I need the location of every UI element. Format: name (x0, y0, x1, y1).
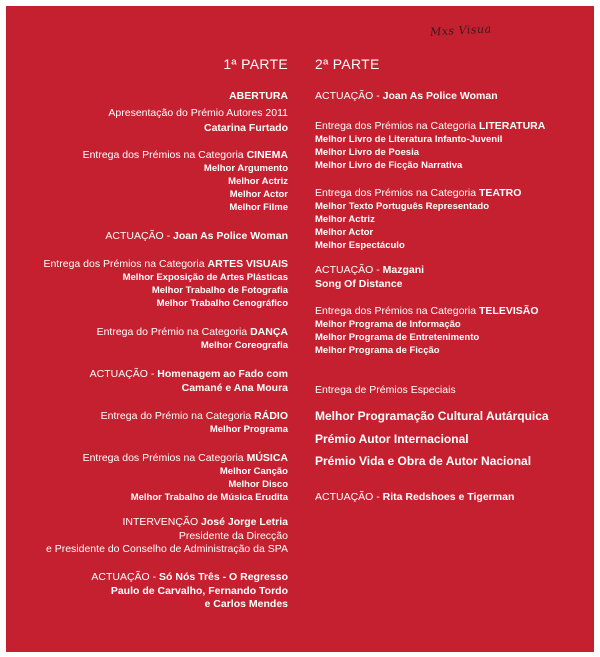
heading-prefix: Entrega do Prémio na Categoria (96, 326, 251, 338)
left-programme-line: Catarina Furtado (203, 122, 288, 134)
left-programme-line: Camané e Ana Moura (181, 382, 288, 394)
left-programme-line: Melhor Canção (219, 466, 288, 477)
heading-prefix: INTERVENÇÃO (122, 516, 202, 528)
right-programme-line: Melhor Programação Cultural Autárquica (315, 409, 549, 423)
heading-keyword: RÁDIO (254, 410, 288, 422)
left-programme-line: Presidente da Direcção (178, 530, 288, 542)
heading-keyword: José Jorge Letria (201, 516, 288, 528)
heading-keyword: LITERATURA (479, 120, 546, 132)
heading-keyword: TELEVISÃO (479, 305, 539, 317)
heading-keyword: Joan As Police Woman (173, 230, 288, 242)
left-programme-heading (43, 258, 288, 270)
heading-prefix: Entrega dos Prémios na Categoria (315, 305, 480, 317)
right-programme-heading (315, 264, 424, 276)
heading-keyword: Só Nós Três - O Regresso (159, 571, 288, 583)
right-programme-line: Melhor Actriz (315, 214, 375, 225)
left-programme-heading (90, 368, 288, 380)
right-programme-line: Melhor Programa de Ficção (315, 345, 440, 356)
heading-keyword: Joan As Police Woman (382, 90, 498, 102)
left-programme-line: Melhor Coreografia (200, 340, 288, 351)
right-programme-heading (315, 120, 545, 132)
right-programme-line: Melhor Programa de Entretenimento (315, 332, 480, 343)
right-programme-heading (315, 491, 514, 503)
left-programme-line: Melhor Disco (228, 479, 288, 490)
left-programme-line: Melhor Trabalho de Música Erudita (130, 492, 288, 503)
heading-prefix: ACTUAÇÃO - (315, 264, 383, 276)
heading-keyword: Rita Redshoes e Tigerman (382, 491, 515, 503)
left-programme-line: Melhor Trabalho de Fotografia (151, 285, 288, 296)
heading-keyword: Mazgani (382, 264, 425, 276)
left-programme-line: Melhor Argumento (203, 163, 288, 174)
right-programme-line: Melhor Livro de Literatura Infanto-Juvenil (315, 134, 503, 145)
left-programme-line: Melhor Actor (229, 189, 288, 200)
heading-prefix: Entrega dos Prémios na Categoria (315, 187, 480, 199)
heading-keyword: ARTES VISUAIS (207, 258, 288, 270)
right-programme-line: Melhor Livro de Ficção Narrativa (315, 160, 463, 171)
handwritten-signature: Mxs Visua (429, 22, 492, 39)
heading-prefix: ACTUAÇÃO - (89, 368, 158, 380)
heading-prefix: ACTUAÇÃO - (105, 230, 174, 242)
heading-keyword: TEATRO (479, 187, 522, 199)
left-programme-line: Melhor Filme (229, 202, 288, 213)
left-programme-heading (105, 230, 288, 242)
heading-prefix: Entrega dos Prémios na Categoria (43, 258, 208, 270)
right-programme-heading (315, 305, 539, 317)
heading-prefix: Entrega dos Prémios na Categoria (82, 452, 247, 464)
heading-keyword: DANÇA (250, 326, 288, 338)
part-one-header: 1ª PARTE (223, 56, 288, 72)
right-programme-line: Melhor Livro de Poesia (315, 147, 419, 158)
right-programme-line: Prémio Vida e Obra de Autor Nacional (315, 454, 532, 468)
right-programme-heading (315, 187, 521, 199)
part-two-header: 2ª PARTE (315, 56, 380, 72)
left-programme-line: Melhor Trabalho Cenográfico (156, 298, 288, 309)
left-programme-line: e Presidente do Conselho de Administração da SPA (45, 543, 288, 555)
left-programme-heading (83, 452, 288, 464)
heading-keyword: MÚSICA (246, 452, 288, 464)
right-programme-line: Melhor Espectáculo (315, 240, 405, 251)
right-programme-line: Melhor Programa de Informação (315, 319, 461, 330)
heading-prefix: Entrega do Prémio na Categoria (100, 410, 255, 422)
left-programme-heading (101, 410, 288, 422)
right-programme-line: Prémio Autor Internacional (315, 432, 469, 446)
left-programme-heading (91, 571, 288, 583)
left-programme-line: ABERTURA (229, 90, 288, 102)
heading-prefix: ACTUAÇÃO - (315, 491, 383, 503)
left-programme-line: Apresentação do Prémio Autores 2011 (108, 107, 288, 119)
programme-card (6, 6, 594, 652)
right-programme-line: Entrega de Prémios Especiais (315, 384, 456, 396)
right-programme-heading (315, 90, 498, 102)
left-programme-line: Melhor Exposição de Artes Plásticas (122, 272, 288, 283)
heading-prefix: ACTUAÇÃO - (315, 90, 383, 102)
heading-prefix: ACTUAÇÃO - (91, 571, 160, 583)
right-programme-line: Song Of Distance (315, 278, 403, 290)
heading-keyword: Homenagem ao Fado com (157, 368, 288, 380)
right-programme-line: Melhor Texto Português Representado (315, 201, 490, 212)
heading-prefix: Entrega dos Prémios na Categoria (82, 149, 247, 161)
left-programme-line: Paulo de Carvalho, Fernando Tordo (110, 585, 288, 597)
heading-keyword: CINEMA (246, 149, 288, 161)
left-programme-line: Melhor Programa (209, 424, 288, 435)
left-programme-heading (97, 326, 288, 338)
left-programme-line: Melhor Actriz (228, 176, 288, 187)
right-programme-line: Melhor Actor (315, 227, 374, 238)
heading-prefix: Entrega dos Prémios na Categoria (315, 120, 480, 132)
left-programme-heading (122, 516, 288, 528)
left-programme-line: e Carlos Mendes (204, 598, 288, 610)
left-programme-heading (83, 149, 288, 161)
